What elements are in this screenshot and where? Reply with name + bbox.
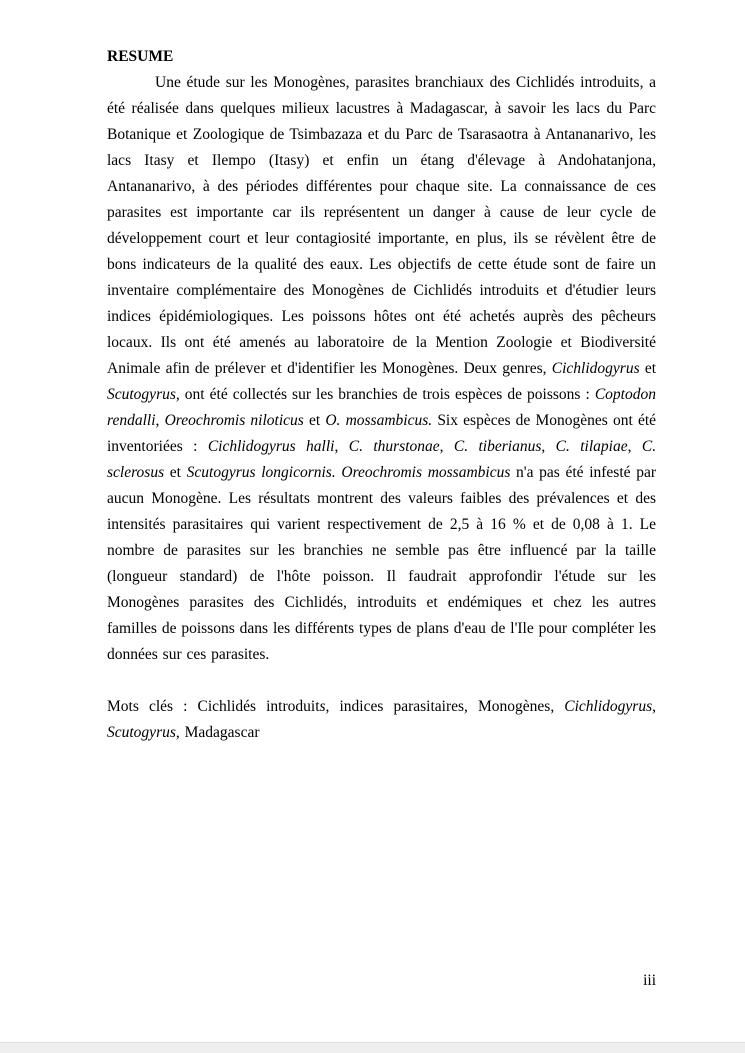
page-content [107, 44, 656, 746]
keywords-paragraph: Mots clés : Cichlidés introduits, indices parasitaires, Monogènes, Cichlidogyrus, Scutogyrus, Madagascar [107, 698, 656, 741]
page-bottom-edge [0, 1042, 745, 1053]
page-number: iii [643, 972, 656, 989]
page-title: RESUME [107, 48, 174, 65]
abstract-paragraph: Une étude sur les Monogènes, parasites branchiaux des Cichlidés introduits, a été réalisée dans quelques milieux lacustres à Madagascar, à savoir les lacs du Parc Botanique et Zoologique de Tsimbazaza et du Parc de Tsarasaotra à Antananarivo, les lacs Itasy et Ilempo (Itasy) et enfin un étang d'élevage à Andohatanjona, Antananarivo, à des périodes différentes pour chaque site. La connaissance de ces parasites est importante car ils représentent un danger à cause de leur cycle de développement court et leur contagiosité importante, en plus, ils se révèlent être de bons indicateurs de la qualité des eaux. Les objectifs de cette étude sont de faire un inventaire complémentaire des Monogènes de Cichlidés introduits et d'étudier leurs indices épidémiologiques. Les poissons hôtes ont été achetés auprès des pêcheurs locaux. Ils ont été amenés au laboratoire de la Mention Zoologie et Biodiversité Animale afin de prélever et d'identifier les Monogènes. Deux genres, Cichlidogyrus et Scutogyrus, ont été collectés sur les branchies de trois espèces de poissons : Coptodon rendalli, Oreochromis niloticus et O. mossambicus. Six espèces de Monogènes ont été inventoriées : Cichlidogyrus halli, C. thurstonae, C. tiberianus, C. tilapiae, C. sclerosus et Scutogyrus longicornis. Oreochromis mossambicus n'a pas été infesté par aucun Monogène. Les résultats montrent des valeurs faibles des prévalences et des intensités parasitaires qui varient respectivement de 2,5 à 16 % et de 0,08 à 1. Le nombre de parasites sur les branchies ne semble pas être influencé par la taille (longueur standard) de l'hôte poisson. Il faudrait approfondir l'étude sur les Monogènes parasites des Cichlidés, introduits et endémiques et chez les autres familles de poissons dans les différents types de plans d'eau de l'Ile pour compléter les données sur ces parasites. [107, 74, 657, 663]
